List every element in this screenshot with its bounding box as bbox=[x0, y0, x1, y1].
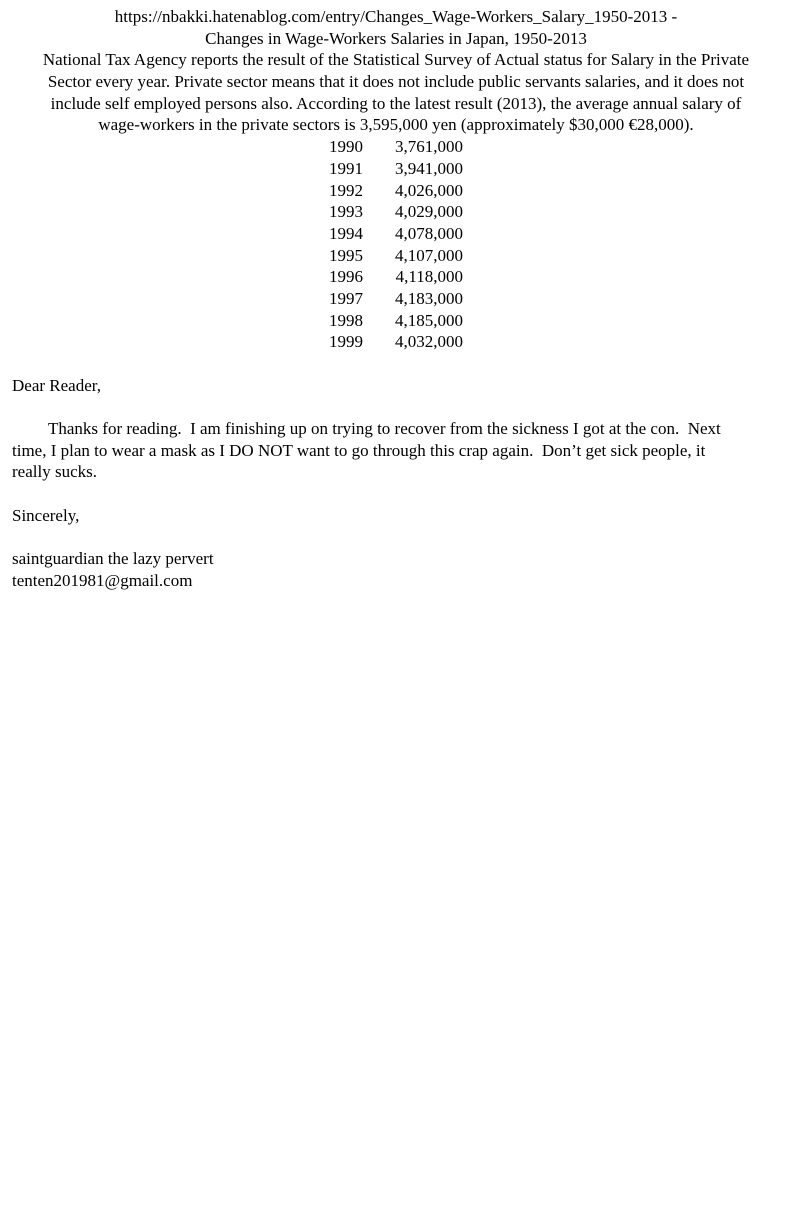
table-row bbox=[0, 310, 792, 332]
year-cell: 1999 bbox=[329, 332, 363, 352]
intro-paragraph bbox=[0, 49, 792, 136]
signature-email: tenten201981@gmail.com bbox=[12, 570, 193, 590]
table-row bbox=[0, 245, 792, 267]
signature-name: saintguardian the lazy pervert bbox=[12, 549, 214, 569]
year-cell: 1990 bbox=[329, 137, 363, 157]
salary-cell: 4,185,000 bbox=[395, 310, 463, 330]
table-row bbox=[0, 158, 792, 180]
document-title: Changes in Wage-Workers Salaries in Japan, 1950-2013 bbox=[205, 28, 587, 48]
intro-line: Sector every year. Private sector means that it does not include public servants salaries, and it does not bbox=[47, 72, 745, 92]
letter-line: time, I plan to wear a mask as I DO NOT want to go through this crap again. Don’t get sick people, it bbox=[12, 440, 706, 460]
intro-line: National Tax Agency reports the result of the Statistical Survey of Actual status for Salary in the Private bbox=[42, 50, 750, 70]
salary-cell: 4,026,000 bbox=[395, 180, 463, 200]
table-row bbox=[0, 180, 792, 202]
year-cell: 1993 bbox=[329, 202, 363, 222]
intro-line: include self employed persons also. According to the latest result (2013), the average annual salary of bbox=[50, 93, 742, 113]
salary-cell: 4,078,000 bbox=[395, 223, 463, 243]
intro-line: wage-workers in the private sectors is 3,595,000 yen (approximately $30,000 €28,000). bbox=[98, 115, 694, 135]
year-cell: 1997 bbox=[329, 288, 363, 308]
letter-closing: Sincerely, bbox=[12, 505, 80, 525]
year-cell: 1992 bbox=[329, 180, 363, 200]
year-cell: 1998 bbox=[329, 310, 363, 330]
salary-cell: 3,941,000 bbox=[395, 158, 463, 178]
year-cell: 1991 bbox=[329, 158, 363, 178]
salary-cell: 4,107,000 bbox=[395, 245, 463, 265]
letter-line: really sucks. bbox=[12, 462, 97, 482]
salary-cell: 4,029,000 bbox=[395, 202, 463, 222]
letter-paragraph bbox=[12, 418, 774, 483]
blank-line bbox=[12, 396, 774, 418]
letter-section bbox=[12, 375, 774, 592]
salary-table bbox=[0, 136, 792, 353]
table-row bbox=[0, 223, 792, 245]
blank-line bbox=[12, 527, 774, 549]
table-row bbox=[0, 201, 792, 223]
letter-line: Thanks for reading. I am finishing up on trying to recover from the sickness I got at the con. Next bbox=[48, 419, 721, 439]
salary-cell: 3,761,000 bbox=[395, 137, 463, 157]
table-row bbox=[0, 288, 792, 310]
table-row bbox=[0, 266, 792, 288]
year-cell: 1994 bbox=[329, 223, 363, 243]
document-url-line: https://nbakki.hatenablog.com/entry/Changes_Wage-Workers_Salary_1950-2013 - bbox=[114, 7, 678, 26]
salary-cell: 4,183,000 bbox=[395, 288, 463, 308]
blank-line bbox=[12, 483, 774, 505]
blank-line bbox=[0, 353, 792, 375]
year-cell: 1996 bbox=[329, 267, 363, 287]
table-row bbox=[0, 136, 792, 158]
letter-salutation: Dear Reader, bbox=[12, 375, 101, 395]
table-row bbox=[0, 331, 792, 353]
year-cell: 1995 bbox=[329, 245, 363, 265]
salary-cell: 4,032,000 bbox=[395, 332, 463, 352]
salary-cell: 4,118,000 bbox=[395, 267, 463, 287]
